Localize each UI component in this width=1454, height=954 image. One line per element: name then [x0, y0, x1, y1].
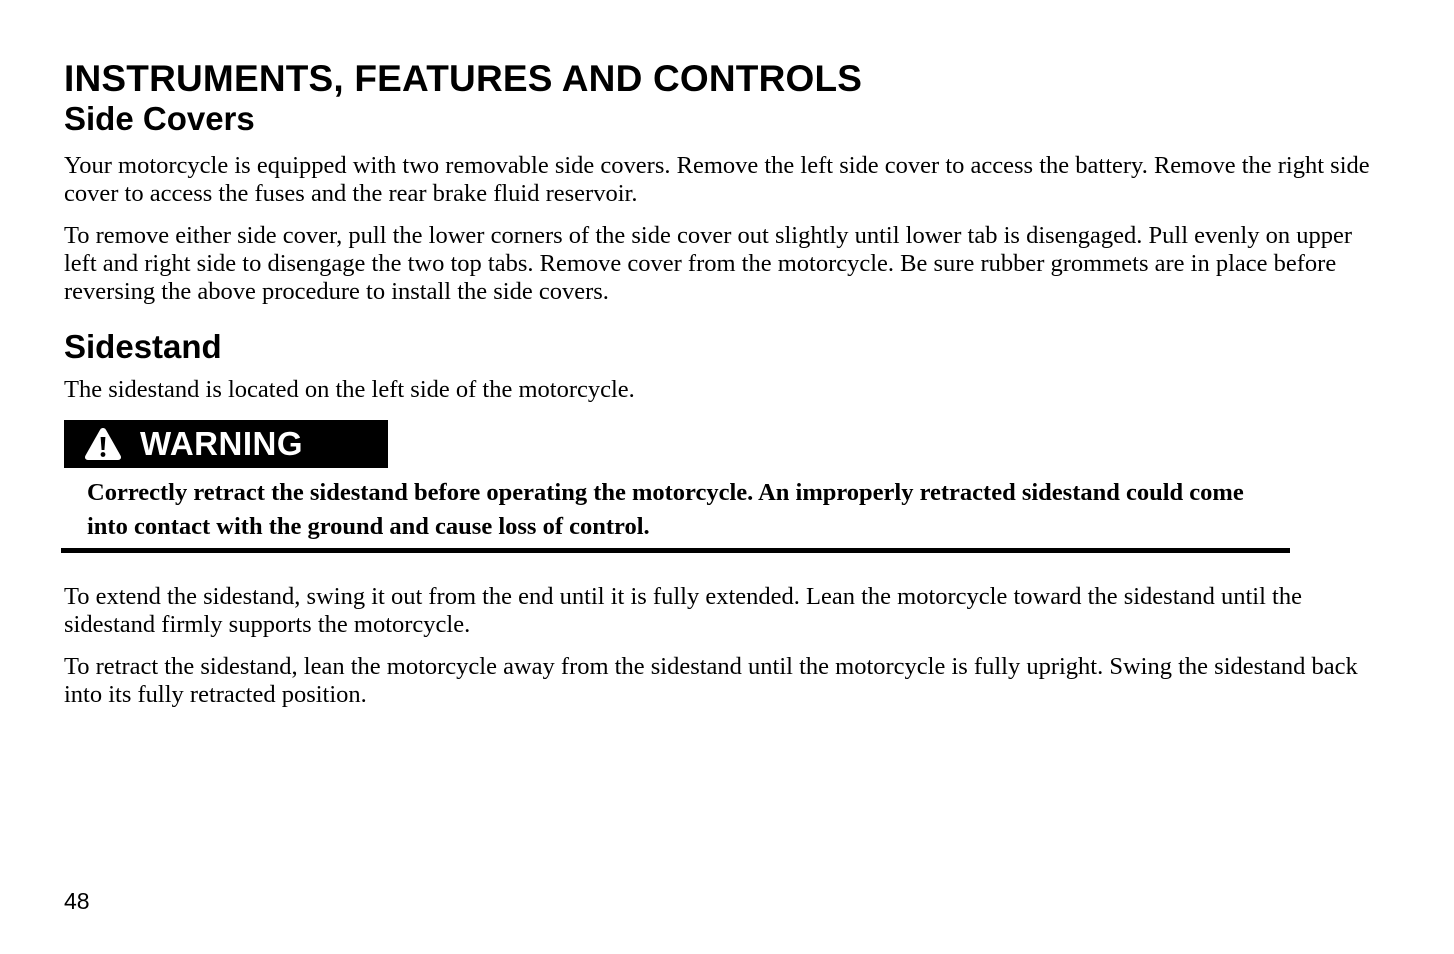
warning-label — [64, 420, 388, 468]
sidestand-section — [64, 328, 1384, 709]
page-number: 48 — [64, 888, 90, 914]
warning-label-text: WARNING — [140, 425, 303, 462]
sidestand-paragraph-2: To retract the sidestand, lean the motorcycle away from the sidestand until the motorcycle is fully upright. Swing the sidestand back into its fully retracted position. — [64, 653, 1358, 708]
side-covers-section — [64, 100, 1384, 306]
sidestand-paragraph-1: To extend the sidestand, swing it out from the end until it is fully extended. Lean the motorcycle toward the sidestand until the sidestand firmly supports the motorcycle. — [64, 583, 1302, 638]
sidestand-heading: Sidestand — [64, 328, 222, 365]
warning-body-text: Correctly retract the sidestand before operating the motorcycle. An improperly retracted sidestand could come into contact with the ground and cause loss of control. — [87, 479, 1244, 540]
side-covers-paragraph-2: To remove either side cover, pull the lower corners of the side cover out slightly until lower tab is disengaged. Pull evenly on upper left and right side to disengage the two top tabs. Remove cover from the motorcycle. Be sure rubber grommets are in place before reversing the above procedure to install the side covers. — [64, 222, 1352, 305]
manual-page — [64, 58, 1384, 723]
warning-bottom-rule — [61, 548, 1290, 553]
chapter-title: INSTRUMENTS, FEATURES AND CONTROLS — [64, 58, 863, 99]
side-covers-paragraph-1: Your motorcycle is equipped with two removable side covers. Remove the left side cover to access the battery. Remove the right side cover to access the fuses and the rear brake fluid reservoir. — [64, 152, 1370, 207]
sidestand-intro: The sidestand is located on the left side of the motorcycle. — [64, 376, 635, 403]
warning-box — [64, 420, 1290, 553]
side-covers-heading: Side Covers — [64, 100, 255, 137]
warning-triangle-icon — [84, 427, 122, 461]
